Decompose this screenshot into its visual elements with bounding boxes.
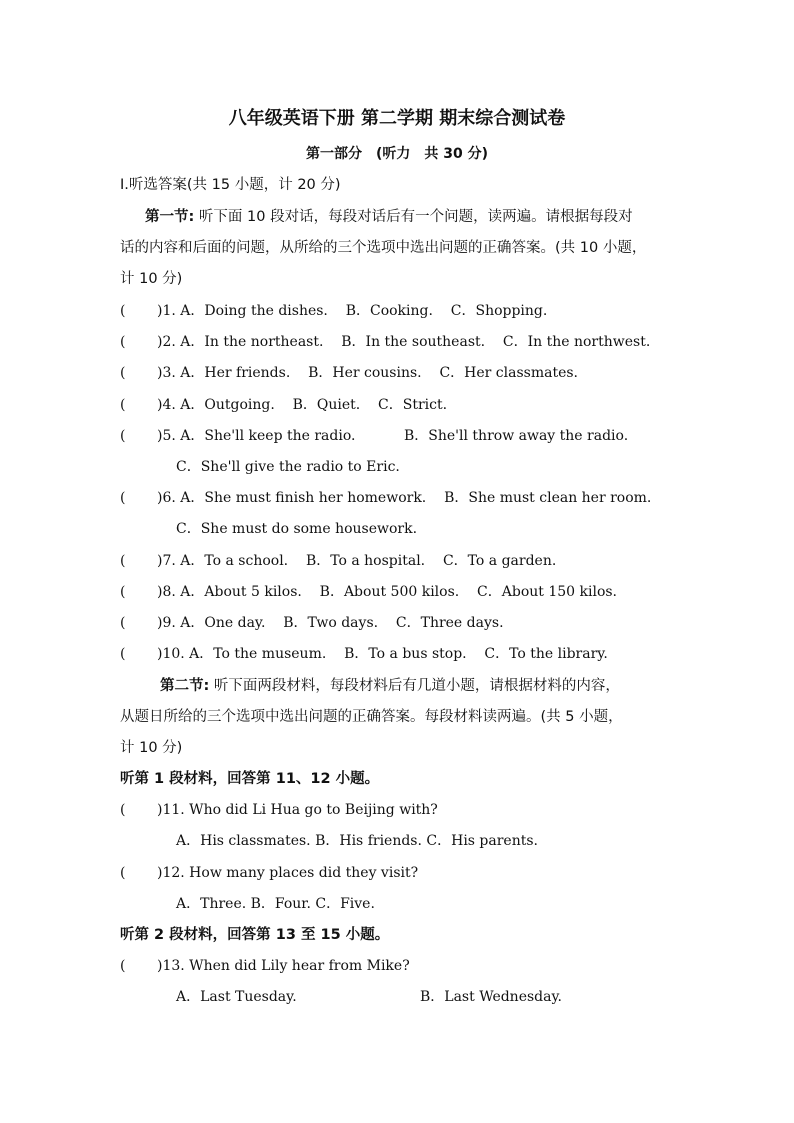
page-title: 八年级英语下册 第二学期 期末综合测试卷 xyxy=(228,108,566,129)
question-5-option-c: C．She'll give the radio to Eric. xyxy=(176,459,400,475)
option-b: B．Cooking. xyxy=(345,303,433,319)
option-a: )7. A．To a school. xyxy=(157,553,289,569)
option-c: C．Three days. xyxy=(395,615,504,631)
part2-instruction-line2: 从题日所给的三个选项中选出问题的正确答案。每段材料读两遍。(共 5 小题， xyxy=(120,709,623,725)
answer-blank[interactable]: ( xyxy=(120,490,126,506)
answer-blank[interactable]: ( xyxy=(120,553,126,569)
answer-blank[interactable]: ( xyxy=(120,428,126,444)
question-7 xyxy=(120,551,556,571)
option-b: B．About 500 kilos. xyxy=(319,584,460,600)
question-3 xyxy=(120,363,578,383)
option-b: B．To a bus stop. xyxy=(344,646,467,662)
part1-instruction-line3: 计 10 分) xyxy=(120,271,183,287)
question-5 xyxy=(120,426,355,446)
question-10 xyxy=(120,644,608,664)
question-13-option-a: A．Last Tuesday. xyxy=(176,989,297,1005)
option-a: )8. A．About 5 kilos. xyxy=(157,584,302,600)
question-stem: )13. When did Lily hear from Mike? xyxy=(157,958,410,974)
option-c: C．Strict. xyxy=(378,397,448,413)
answer-blank[interactable]: ( xyxy=(120,615,126,631)
answer-blank[interactable]: ( xyxy=(120,646,126,662)
part1-instruction-line2: 话的内容和后面的问题，从所给的三个选项中选出问题的正确答案。(共 10 小题， xyxy=(120,240,647,256)
answer-blank[interactable]: ( xyxy=(120,365,126,381)
option-c: C．In the northwest. xyxy=(502,334,651,350)
part1-instruction-line1 xyxy=(145,207,633,227)
question-13-option-b: B．Last Wednesday. xyxy=(420,989,562,1005)
option-a: )6. A．She must finish her homework. xyxy=(157,490,427,506)
question-6-option-c: C．She must do some housework. xyxy=(176,521,418,537)
option-b: B．In the southeast. xyxy=(341,334,486,350)
answer-blank[interactable]: ( xyxy=(120,958,126,974)
option-a: )5. A．She'll keep the radio. xyxy=(157,428,356,444)
option-a: )3. A．Her friends. xyxy=(157,365,291,381)
question-stem: )11. Who did Li Hua go to Beijing with? xyxy=(157,802,438,818)
answer-blank[interactable]: ( xyxy=(120,303,126,319)
question-8 xyxy=(120,582,617,602)
answer-blank[interactable]: ( xyxy=(120,584,126,600)
question-2 xyxy=(120,332,650,352)
option-b: B．She must clean her room. xyxy=(444,490,652,506)
question-11-options: A．His classmates. B．His friends. C．His parents. xyxy=(176,833,538,849)
answer-blank[interactable]: ( xyxy=(120,334,126,350)
section-heading: Ⅰ.听选答案(共 15 小题，计 20 分) xyxy=(120,177,341,193)
material-2-heading: 听第 2 段材料，回答第 13 至 15 小题。 xyxy=(120,927,390,943)
material-1-heading: 听第 1 段材料，回答第 11、12 小题。 xyxy=(120,771,380,787)
part2-instruction-line1 xyxy=(160,676,620,696)
option-b: B．Her cousins. xyxy=(308,365,422,381)
question-13 xyxy=(120,956,410,976)
option-b: B．Quiet. xyxy=(292,397,361,413)
part2-label: 第二节: xyxy=(160,678,210,694)
question-11 xyxy=(120,800,438,820)
question-5-option-b: B．She'll throw away the radio. xyxy=(404,428,629,444)
option-c: C．About 150 kilos. xyxy=(477,584,618,600)
answer-blank[interactable]: ( xyxy=(120,802,126,818)
question-12 xyxy=(120,863,418,883)
part1-text-1: 听下面 10 段对话，每段对话后有一个问题，读两遍。请根据每段对 xyxy=(194,209,633,225)
question-9 xyxy=(120,613,504,633)
option-a: )2. A．In the northeast. xyxy=(157,334,324,350)
question-stem: )12. How many places did they visit? xyxy=(157,865,419,881)
part2-text-1: 听下面两段材料，每段材料后有几道小题，请根据材料的内容， xyxy=(209,678,620,694)
part2-instruction-line3: 计 10 分) xyxy=(120,740,183,756)
option-b: B．Two days. xyxy=(283,615,379,631)
answer-blank[interactable]: ( xyxy=(120,865,126,881)
option-c: C．To a garden. xyxy=(442,553,557,569)
option-c: C．To the library. xyxy=(484,646,608,662)
option-a: )1. A．Doing the dishes. xyxy=(157,303,328,319)
question-1 xyxy=(120,301,547,321)
question-4 xyxy=(120,395,447,415)
option-a: )10. A．To the museum. xyxy=(157,646,327,662)
option-c: C．Shopping. xyxy=(450,303,548,319)
question-6 xyxy=(120,488,651,508)
option-a: )9. A．One day. xyxy=(157,615,266,631)
option-a: )4. A．Outgoing. xyxy=(157,397,275,413)
answer-blank[interactable]: ( xyxy=(120,397,126,413)
page-subtitle: 第一部分 (听力 共 30 分) xyxy=(305,146,489,162)
part1-label: 第一节: xyxy=(145,209,195,225)
question-12-options: A．Three. B．Four. C．Five. xyxy=(176,896,375,912)
option-c: C．Her classmates. xyxy=(439,365,578,381)
option-b: B．To a hospital. xyxy=(305,553,426,569)
